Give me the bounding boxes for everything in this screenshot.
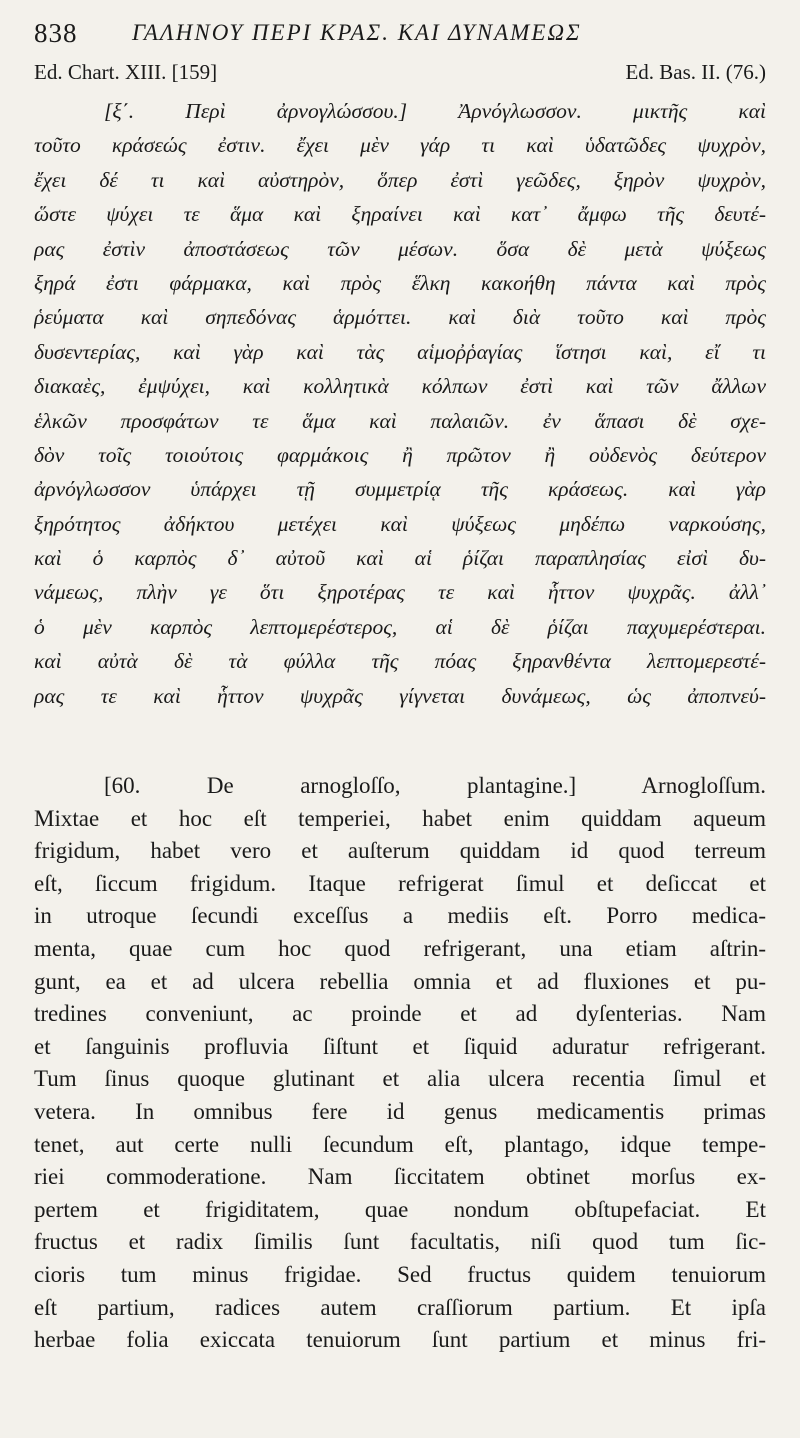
greek-text-line: ὁ μὲν καρπὸς λεπτομερέστερος, αἱ δὲ ῥίζαι παχυμερέστεραι. bbox=[34, 614, 766, 639]
greek-text-line: ἀρνόγλωσσον ὑπάρχει τῇ συμμετρίᾳ τῆς κράσεως. καὶ γὰρ bbox=[34, 477, 766, 502]
greek-text-line: ἔχει δέ τι καὶ αὐστηρὸν, ὅπερ ἐστὶ γεῶδες, ξηρὸν ψυχρὸν, bbox=[34, 167, 766, 192]
edition-basel-reference: Ed. Bas. II. (76.) bbox=[625, 60, 766, 84]
page-header bbox=[34, 16, 774, 56]
latin-text-line: [60. De arnogloſſo, plantagine.] Arnogloſſum. bbox=[104, 773, 766, 798]
page-number: 838 bbox=[34, 18, 78, 48]
latin-text-line: tredines conveniunt, ac proinde et ad dyſenterias. Nam bbox=[34, 1001, 766, 1027]
greek-text-column bbox=[34, 94, 766, 713]
greek-text-line: [ξ΄. Περὶ ἀρνογλώσσου.] Ἀρνόγλωσσον. μικτῆς καὶ bbox=[104, 99, 766, 123]
greek-text-line: ἑλκῶν προσφάτων τε ἅμα καὶ παλαιῶν. ἐν ἅπασι δὲ σχε- bbox=[34, 408, 766, 433]
latin-text-line: menta, quae cum hoc quod refrigerant, una etiam aſtrin- bbox=[34, 935, 766, 961]
latin-text-line: eſt partium, radices autem craſſiorum partium. Et ipſa bbox=[34, 1294, 766, 1320]
greek-text-line: ρας τε καὶ ἧττον ψυχρᾶς γίγνεται δυνάμεως, ὡς ἀποπνεύ- bbox=[34, 683, 766, 708]
greek-text-line: δὸν τοῖς τοιούτοις φαρμάκοις ἢ πρῶτον ἢ οὐδενὸς δεύτερον bbox=[34, 442, 766, 467]
greek-text-line: ξηρότητος ἀδήκτου μετέχει καὶ ψύξεως μηδέπω ναρκούσης, bbox=[34, 511, 766, 536]
latin-text-line: in utroque ſecundi exceſſus a mediis eſt. Porro medica- bbox=[34, 903, 766, 929]
latin-text-line: cioris tum minus frigidae. Sed fructus quidem tenuiorum bbox=[34, 1261, 766, 1287]
greek-text-line: νάμεως, πλὴν γε ὅτι ξηροτέρας τε καὶ ἧττον ψυχρᾶς. ἀλλ᾽ bbox=[34, 580, 766, 605]
greek-text-line: ρας ἐστὶν ἀποστάσεως τῶν μέσων. ὅσα δὲ μετὰ ψύξεως bbox=[34, 236, 766, 261]
greek-text-line: ῥεύματα καὶ σηπεδόνας ἁρμόττει. καὶ διὰ τοῦτο καὶ πρὸς bbox=[34, 305, 766, 330]
greek-text-line: δυσεντερίας, καὶ γὰρ καὶ τὰς αἱμοῤῥαγίας ἵστησι καὶ, εἴ τι bbox=[34, 339, 766, 364]
latin-text-line: et ſanguinis profluvia ſiſtunt et ſiquid aduratur refrigerant. bbox=[34, 1033, 766, 1059]
greek-text-line: διακαὲς, ἐμψύχει, καὶ κολλητικὰ κόλπων ἐστὶ καὶ τῶν ἄλλων bbox=[34, 374, 766, 399]
latin-text-line: eſt, ſiccum frigidum. Itaque refrigerat ſimul et deſiccat et bbox=[34, 870, 766, 896]
edition-chartier-reference: Ed. Chart. XIII. [159] bbox=[34, 60, 218, 84]
latin-text-column bbox=[34, 770, 766, 1357]
greek-text-line: καὶ ὁ καρπὸς δ᾽ αὐτοῦ καὶ αἱ ῥίζαι παραπλησίας εἰσὶ δυ- bbox=[34, 546, 766, 571]
latin-text-line: vetera. In omnibus fere id genus medicamentis primas bbox=[34, 1098, 766, 1124]
latin-text-line: frigidum, habet vero et auſterum quiddam id quod terreum bbox=[34, 838, 766, 864]
latin-text-line: pertem et frigiditatem, quae nondum obſtupefaciat. Et bbox=[34, 1196, 766, 1222]
latin-text-line: fructus et radix ſimilis ſunt facultatis, niſi quod tum ſic- bbox=[34, 1229, 766, 1255]
greek-text-line: καὶ αὐτὰ δὲ τὰ φύλλα τῆς πόας ξηρανθέντα λεπτομερεστέ- bbox=[34, 649, 766, 674]
latin-text-line: Mixtae et hoc eſt temperiei, habet enim quiddam aqueum bbox=[34, 805, 766, 831]
latin-text-line: Tum ſinus quoque glutinant et alia ulcera recentia ſimul et bbox=[34, 1066, 766, 1092]
greek-text-line: ξηρά ἐστι φάρμακα, καὶ πρὸς ἕλκη κακοήθη πάντα καὶ πρὸς bbox=[34, 270, 766, 295]
latin-text-line: tenet, aut certe nulli ſecundum eſt, plantago, idque tempe- bbox=[34, 1131, 766, 1157]
edition-reference-line bbox=[34, 60, 766, 90]
running-title: ΓΑΛΗΝΟΥ ΠΕΡΙ ΚΡΑΣ. ΚΑΙ ΔΥΝΑΜΕΩΣ bbox=[132, 20, 582, 45]
latin-text-line: gunt, ea et ad ulcera rebellia omnia et ad fluxiones et pu- bbox=[34, 968, 766, 994]
latin-text-line: herbae folia exiccata tenuiorum ſunt partium et minus fri- bbox=[34, 1327, 766, 1353]
latin-text-line: riei commoderatione. Nam ſiccitatem obtinet morſus ex- bbox=[34, 1164, 766, 1190]
greek-text-line: τοῦτο κράσεώς ἐστιν. ἔχει μὲν γάρ τι καὶ ὑδατῶδες ψυχρὸν, bbox=[34, 133, 766, 158]
greek-text-line: ὥστε ψύχει τε ἅμα καὶ ξηραίνει καὶ κατ᾽ ἄμφω τῆς δευτέ- bbox=[34, 202, 766, 227]
